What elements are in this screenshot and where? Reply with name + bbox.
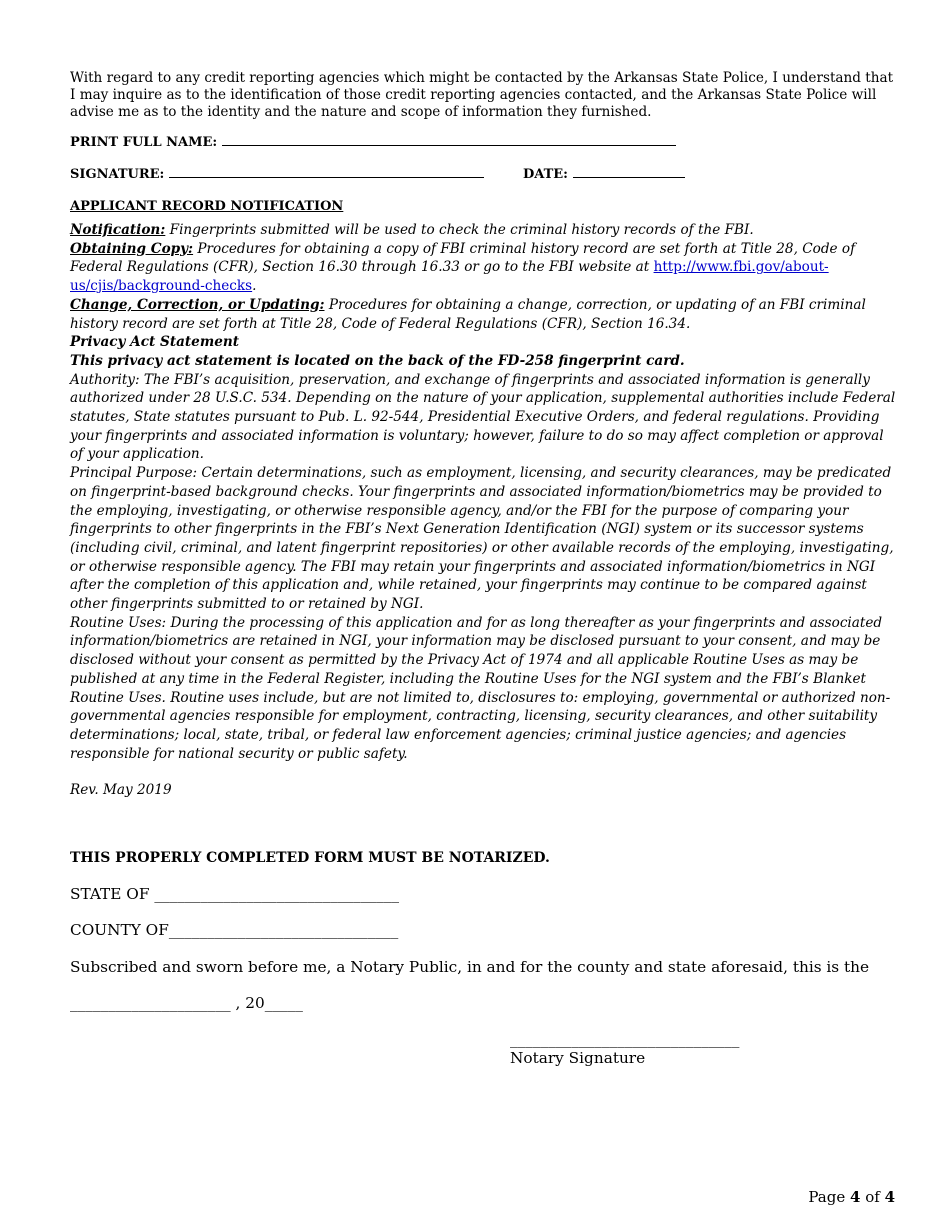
- principal-purpose-paragraph: Principal Purpose: Certain determinations, such as employment, licensing, and security clearances, may be predicated on fingerprint-based background checks. Your fingerprints and associated information/biometrics may be provided to the employing, investigating, or otherwise responsible agency, and/or the FBI for the purpose of comparing your fingerprints to other fingerprints in the FBI’s Next Generation Identification (NGI) system or its successor systems (including civil, criminal, and latent fingerprint repositories) or other available records of the employing, investigating, or otherwise responsible agency. The FBI may retain your fingerprints and associated information/biometrics in NGI after the completion of this application and, while retained, your fingerprints may continue to be compared against other fingerprints submitted to or retained by NGI.: [70, 465, 894, 613]
- fbi-background-checks-link[interactable]: http://www.fbi.gov/about-us/cjis/background-checks: [70, 259, 829, 295]
- form-page: [70, 70, 896, 800]
- routine-uses-paragraph: Routine Uses: During the processing of this application and for as long thereafter as your fingerprints and associated information/biometrics are retained in NGI, your information may be disclosed pursuant to your consent, and may be disclosed without your consent as permitted by the Privacy Act of 1974 and all applicable Routine Uses as may be published at any time in the Federal Register, including the Routine Uses for the NGI system and the FBI’s Blanket Routine Uses. Routine uses include, but are not limited to, disclosures to: employing, governmental or authorized non-governmental agencies responsible for employment, contracting, licensing, security clearances, and other suitability determinations; local, state, tribal, or federal law enforcement agencies; criminal justice agencies; and agencies responsible for national security or public safety.: [70, 614, 891, 762]
- credit-agency-statement: With regard to any credit reporting agencies which might be contacted by the Arkansas State Police, I understand that I may inquire as to the identification of those credit reporting agencies contacted, and the Arkansas State Police will advise me as to the identity and the nature and scope of information they furnished.: [70, 70, 894, 120]
- signature-label: SIGNATURE:: [70, 167, 165, 182]
- obtaining-copy-period: .: [252, 278, 257, 295]
- print-name-field[interactable]: [222, 134, 676, 146]
- signature-row: [70, 166, 896, 182]
- current-page: 4: [850, 1188, 861, 1206]
- print-name-label: PRINT FULL NAME:: [70, 135, 218, 150]
- change-correction-paragraph: [70, 296, 896, 333]
- page-number: [808, 1188, 895, 1206]
- day-field[interactable]: _____________________: [70, 994, 231, 1012]
- applicant-record-heading: APPLICANT RECORD NOTIFICATION: [70, 199, 344, 214]
- state-field[interactable]: ________________________________: [154, 885, 400, 903]
- county-field[interactable]: ______________________________: [168, 921, 399, 939]
- authority-paragraph: Authority: The FBI’s acquisition, preservation, and exchange of fingerprints and associated information is generally authorized under 28 U.S.C. 534. Depending on the nature of your application, supplemental authorities include Federal statutes, State statutes pursuant to Pub. L. 92-544, Presidential Executive Orders, and federal regulations. Providing your fingerprints and associated information is voluntary; however, failure to do so may affect completion or approval of your application.: [70, 371, 896, 463]
- sworn-statement: Subscribed and sworn before me, a Notary Public, in and for the county and state aforesaid, this is the: [70, 958, 870, 976]
- notification-paragraph: [70, 221, 896, 240]
- county-row: [70, 921, 398, 939]
- date-label: DATE:: [522, 167, 568, 182]
- print-name-row: [70, 134, 896, 150]
- notary-signature-label: Notary Signature: [510, 1049, 646, 1067]
- obtaining-copy-text: Procedures for obtaining a copy of FBI criminal history record are set forth at Title 28, Code of Federal Regulations (CFR), Section 16.30 through 16.33 or go to the FBI website at: [70, 240, 856, 276]
- state-label: STATE OF: [70, 885, 155, 903]
- page-word: Page: [808, 1188, 850, 1206]
- notification-label: Notification:: [70, 222, 166, 238]
- signature-field[interactable]: [169, 166, 484, 178]
- notary-signature-field[interactable]: ______________________________: [510, 1030, 740, 1048]
- privacy-act-location-note: This privacy act statement is located on the back of the FD-258 fingerprint card.: [70, 352, 685, 369]
- date-field[interactable]: [573, 166, 685, 178]
- county-label: COUNTY OF: [70, 921, 169, 939]
- year-prefix: , 20: [230, 994, 265, 1012]
- change-correction-text: Procedures for obtaining a change, correction, or updating of an FBI criminal history record are set forth at Title 28, Code of Federal Regulations (CFR), Section 16.34.: [70, 296, 866, 332]
- notarized-heading: THIS PROPERLY COMPLETED FORM MUST BE NOTARIZED.: [70, 850, 550, 866]
- notification-text: Fingerprints submitted will be used to check the criminal history records of the FBI.: [165, 222, 754, 238]
- state-row: [70, 885, 399, 903]
- total-pages: 4: [884, 1188, 895, 1206]
- obtaining-copy-label: Obtaining Copy:: [70, 240, 194, 257]
- revision-date: Rev. May 2019: [70, 782, 172, 799]
- privacy-act-heading: Privacy Act Statement: [70, 334, 240, 351]
- year-field[interactable]: _____: [264, 994, 303, 1012]
- notification-section: [70, 221, 896, 800]
- obtaining-copy-paragraph: [70, 240, 896, 296]
- date-row: [70, 994, 303, 1012]
- of-word: of: [860, 1188, 885, 1206]
- change-correction-label: Change, Correction, or Updating:: [70, 296, 325, 313]
